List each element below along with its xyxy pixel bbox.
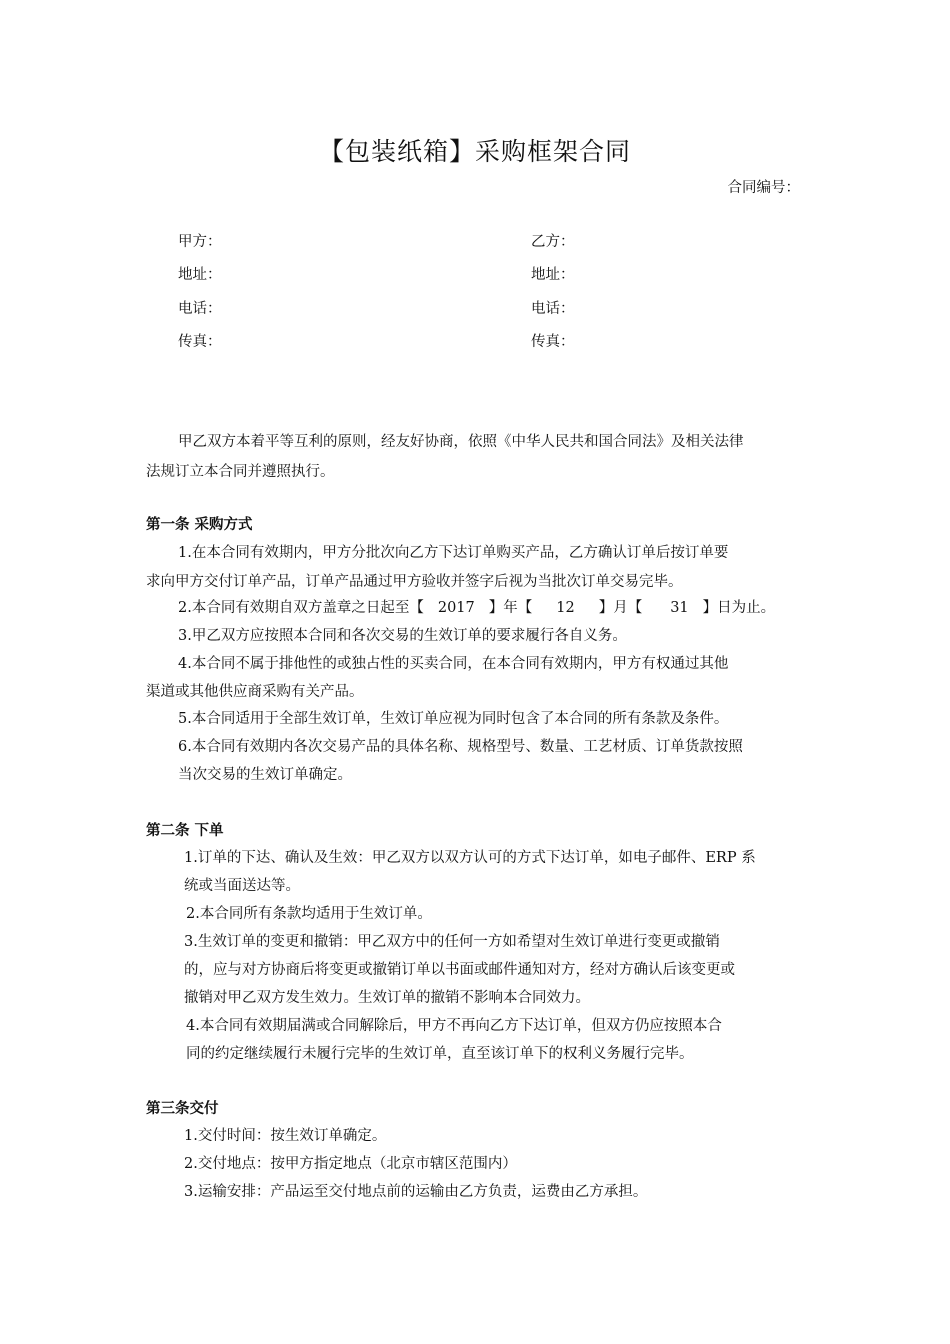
article-1-item-4-line-1: 4.本合同不属于排他性的或独占性的买卖合同，在本合同有效期内，甲方有权通过其他: [178, 656, 729, 672]
party-a-address: 地址：: [178, 267, 222, 283]
article-2-item-4-line-2: 同的约定继续履行未履行完毕的生效订单，直至该订单下的权利义务履行完毕。: [186, 1046, 694, 1062]
article-3-heading: 第三条交付: [146, 1101, 219, 1117]
preamble-line-2: 法规订立本合同并遵照执行。: [146, 464, 335, 480]
term-month: 12: [556, 600, 575, 616]
article-1-item-4-line-2: 渠道或其他供应商采购有关产品。: [146, 684, 364, 700]
article-3-item-3: 3.运输安排：产品运至交付地点前的运输由乙方负责，运费由乙方承担。: [184, 1184, 648, 1200]
term-prefix: 2.本合同有效期自双方盖章之日起至【: [178, 600, 424, 616]
article-2-heading: 第二条 下单: [146, 823, 224, 839]
party-a-fax: 传真：: [178, 334, 222, 350]
page-title: 【包装纸箱】采购框架合同: [318, 137, 631, 166]
party-b-address: 地址：: [531, 267, 575, 283]
article-1-item-5: 5.本合同适用于全部生效订单，生效订单应视为同时包含了本合同的所有条款及条件。: [178, 711, 729, 727]
article-2-item-3-line-2: 的，应与对方协商后将变更或撤销订单以书面或邮件通知对方，经对方确认后该变更或: [184, 962, 735, 978]
article-2-item-1-line-1: 1.订单的下达、确认及生效：甲乙双方以双方认可的方式下达订单，如电子邮件、ERP 系: [184, 850, 756, 866]
article-1-item-3: 3.甲乙双方应按照本合同和各次交易的生效订单的要求履行各自义务。: [178, 628, 627, 644]
contract-number-label: 合同编号：: [727, 180, 800, 196]
article-1-item-6-line-1: 6.本合同有效期内各次交易产品的具体名称、规格型号、数量、工艺材质、订单货款按照: [178, 739, 743, 755]
preamble-line-1: 甲乙双方本着平等互利的原则，经友好协商，依照《中华人民共和国合同法》及相关法律: [178, 434, 744, 450]
article-1-item-1-line-1: 1.在本合同有效期内，甲方分批次向乙方下达订单购买产品，乙方确认订单后按订单要: [178, 545, 729, 561]
party-b-fax: 传真：: [531, 334, 575, 350]
party-a-name: 甲方：: [178, 234, 222, 250]
article-1-item-2: [178, 596, 775, 617]
article-2-item-1-line-2: 统或当面送达等。: [184, 878, 300, 894]
article-2-item-3-line-3: 撤销对甲乙双方发生效力。生效订单的撤销不影响本合同效力。: [184, 990, 590, 1006]
term-month-suffix: 】月【: [598, 600, 643, 616]
term-year-suffix: 】年【: [488, 600, 533, 616]
article-3-item-1: 1.交付时间：按生效订单确定。: [184, 1128, 387, 1144]
article-1-item-6-line-2: 当次交易的生效订单确定。: [178, 767, 352, 783]
article-1-item-1-line-2: 求向甲方交付订单产品，订单产品通过甲方验收并签字后视为当批次订单交易完毕。: [146, 574, 683, 590]
party-b-name: 乙方：: [531, 234, 575, 250]
term-day-suffix: 】日为止。: [702, 600, 776, 616]
article-3-item-2: 2.交付地点：按甲方指定地点（北京市辖区范围内）: [184, 1156, 517, 1172]
party-b-phone: 电话：: [531, 301, 575, 317]
party-a-phone: 电话：: [178, 301, 222, 317]
term-year: 2017: [437, 600, 475, 616]
article-1-heading: 第一条 采购方式: [146, 517, 253, 533]
article-2-item-4-line-1: 4.本合同有效期届满或合同解除后，甲方不再向乙方下达订单，但双方仍应按照本合: [186, 1018, 722, 1034]
article-2-item-2: 2.本合同所有条款均适用于生效订单。: [186, 906, 432, 922]
term-day: 31: [670, 600, 689, 616]
article-2-item-3-line-1: 3.生效订单的变更和撤销：甲乙双方中的任何一方如希望对生效订单进行变更或撤销: [184, 934, 720, 950]
